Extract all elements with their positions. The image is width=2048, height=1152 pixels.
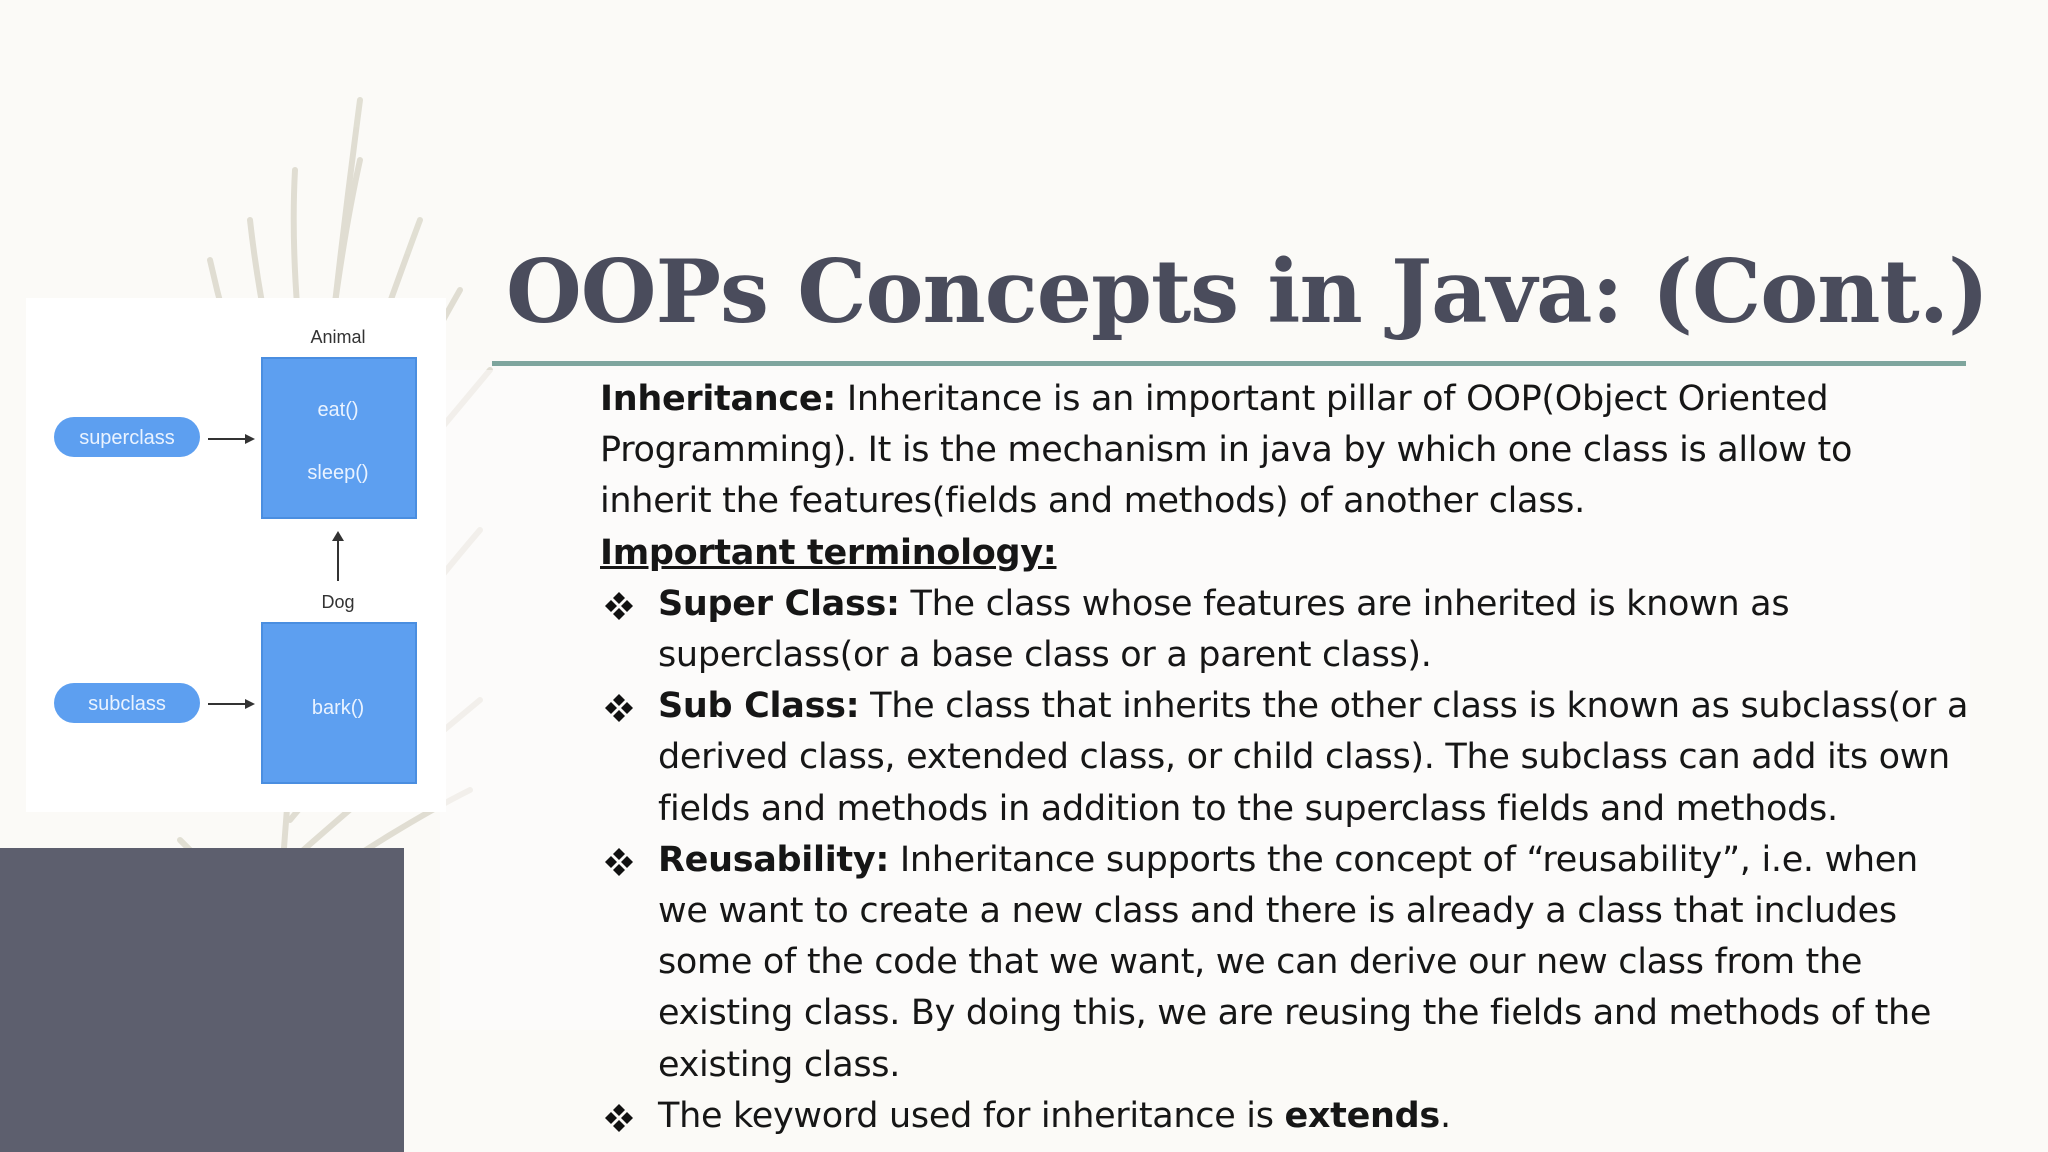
dark-accent-block (0, 848, 404, 1152)
bullet-reusability (600, 835, 1970, 1091)
slide-title: OOPs Concepts in Java: (Cont.) (506, 240, 1989, 343)
keyword-suffix: . (1439, 1095, 1451, 1136)
keyword-extends: extends (1284, 1095, 1440, 1136)
body-text (600, 374, 1970, 1142)
four-diamond-bullet-icon (604, 1103, 634, 1133)
bullet-sub-class (600, 681, 1970, 835)
bullet-label: Super Class: (658, 583, 900, 624)
parent-method-eat: eat() (317, 399, 359, 421)
parent-method-sleep: sleep() (307, 462, 369, 484)
child-class-name: Dog (321, 592, 355, 612)
four-diamond-bullet-icon (604, 693, 634, 723)
child-method-bark: bark() (311, 697, 365, 719)
intro-paragraph (600, 374, 1970, 528)
four-diamond-bullet-icon (604, 847, 634, 877)
parent-class-box (262, 358, 416, 518)
title-underline (492, 361, 1966, 366)
inheritance-diagram (26, 298, 446, 812)
bullet-keyword (600, 1091, 1970, 1142)
terminology-heading: Important terminology: (600, 532, 1057, 573)
keyword-prefix: The keyword used for inheritance is (658, 1095, 1285, 1136)
bullet-label: Reusability: (658, 839, 890, 880)
superclass-label: superclass (79, 427, 175, 449)
four-diamond-bullet-icon (604, 591, 634, 621)
intro-text: Inheritance is an important pillar of OOP(Object Oriented Programming). It is the mechanism in java by which one class is allow to inherit the features(fields and methods) of another class. (600, 379, 1853, 522)
bullet-text: Inheritance supports the concept of “reusability”, i.e. when we want to create a new class and there is already a class that includes some of the code that we want, we can derive our new class from the existing class. By doing this, we are reusing the fields and methods of the existing class. (658, 839, 1932, 1085)
bullet-text: The class that inherits the other class is known as subclass(or a derived class, extended class, or child class). The subclass can add its own fields and methods in addition to the superclass fields and methods. (658, 686, 1969, 829)
parent-class-name: Animal (310, 327, 366, 347)
bullet-text: The class whose features are inherited is known as superclass(or a base class or a parent class). (658, 583, 1790, 676)
bullet-label: Sub Class: (658, 686, 860, 727)
subclass-label: subclass (88, 693, 166, 715)
intro-label: Inheritance: (600, 379, 836, 419)
bullet-super-class (600, 579, 1970, 681)
